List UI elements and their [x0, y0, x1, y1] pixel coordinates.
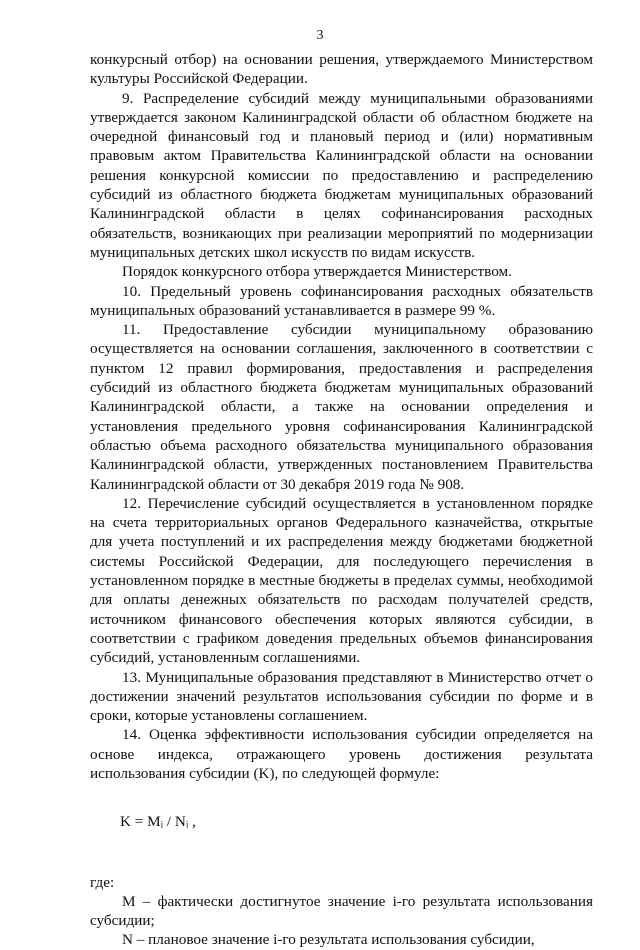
paragraph-11: 11. Предоставление субсидии муниципальному образованию осуществляется на основании соглашения, заключенного в соответствии с пунктом 12 правил формирования, предоставления и распределения субсидий из областного бюджета бюджетам муниципальных образований Калининградской области, а также на основании определения и установления предельного уровня софинансирования Калининградской областью объема расходного обязательства муниципального образования Калининградской области, утвержденных постановлением Правительства Калининградской области от 30 декабря 2019 года № 908.	[90, 321, 593, 493]
paragraph-14: 14. Оценка эффективности использования субсидии определяется на основе индекса, отражающего уровень достижения результата использования субсидии (K), по следующей формуле:	[90, 726, 593, 782]
paragraph-13: 13. Муниципальные образования представляют в Министерство отчет о достижении значений результатов использования субсидии по форме и в сроки, которые установлены соглашением.	[90, 668, 593, 725]
where-label: где:	[90, 873, 115, 891]
paragraph-9: 9. Распределение субсидий между муниципальными образованиями утверждается законом Калининградской области об областном бюджете на очередной финансовый год и плановый период и (или) нормативным правовым актом Правительства Калининградской области на основании решения конкурсной комиссии по предоставлению и распределению субсидий из областного бюджета бюджетам муниципальных образований Калининградской области в целях софинансирования расходных обязательств, возникающих при реализации мероприятий по модернизации муниципальных детских школ искусств по видам искусств.	[90, 89, 593, 261]
document-body	[90, 50, 593, 950]
definition-n: N – плановое значение i-го результата использования субсидии,	[122, 931, 535, 949]
paragraph-selection-order: Порядок конкурсного отбора утверждается Министерством.	[122, 263, 512, 281]
formula: K = Mᵢ / Nᵢ ,	[120, 813, 196, 831]
paragraph-continuation: конкурсный отбор) на основании решения, утверждаемого Министерством культуры Российской Федерации.	[90, 51, 593, 88]
paragraph-10: 10. Предельный уровень софинансирования расходных обязательств муниципальных образований устанавливается в размере 99 %.	[90, 282, 593, 319]
page-number: 3	[316, 28, 324, 43]
definition-m: M – фактически достигнутое значение i-го результата использования субсидии;	[90, 892, 593, 930]
paragraph-12: 12. Перечисление субсидий осуществляется в установленном порядке на счета территориальных органов Федерального казначейства, открытые для учета поступлений и их распределения между бюджетами бюджетной системы Российской Федерации, для последующего перечисления в установленном порядке в местные бюджеты в пределах суммы, необходимой для оплаты денежных обязательств по расходам получателей средств, источником финансового обеспечения которых являются субсидии, в соответствии с графиком доведения предельных объемов финансирования субсидий, установленным соглашениями.	[90, 494, 593, 667]
